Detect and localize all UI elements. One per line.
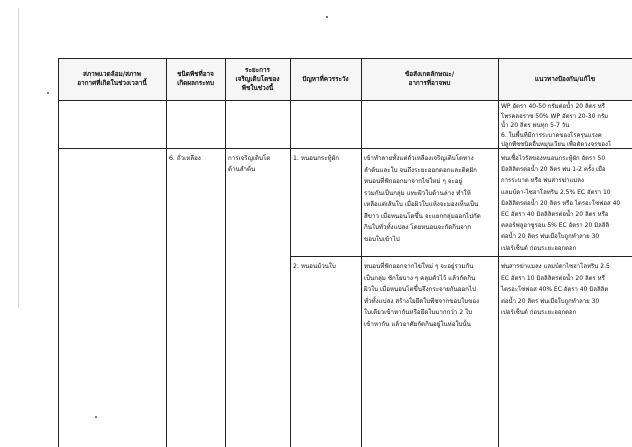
table-row [58, 148, 632, 256]
table-cell: พ่นสารฆ่าแมลง แลมบ์ดาไซฮาโลทริน 2.5 EC อัตรา 10 มิลลิลิตรต่อน้ำ 20 ลิตร หรื ไตรอะโซฟอส 40% EC อัตรา 40 มิลลิลิต ต่อน้ำ 20 ลิตร พ่นเมื่อใบถูกทำลาย 30 เปอร์เซ็นต์ ก่อนระยะออกดอก [501, 263, 610, 316]
table-border [58, 58, 59, 447]
table-header-row [58, 58, 632, 100]
header-crop-type: ชนิดพืชที่อาจ เกิดผลกระทบ [177, 70, 214, 87]
scan-speck [326, 16, 328, 18]
table-cell [225, 256, 290, 447]
table-cell [58, 148, 166, 256]
table-border [361, 58, 362, 447]
table-cell: 1. หนอนกระทู้ผัก [293, 155, 339, 162]
scan-edge-mark [18, 8, 19, 308]
header-prevention: แนวทางป้องกัน/แก้ไข [534, 74, 596, 83]
table-border [58, 148, 632, 149]
header-problem: ปัญหาที่ควรระวัง [302, 74, 349, 83]
table-row [58, 100, 632, 148]
table-cell: 6. ถั่วเหลือง [169, 155, 201, 162]
table-cell [58, 256, 166, 447]
table-border [58, 58, 632, 59]
table-cell [166, 256, 225, 447]
table-cell: เข้าทำลายทั้งแต่ถั่วเหลืองเจริญเติบโตทาง ลำต้นและใบ จนถึงระยะออกดอกและติดฝัก หนอนที่ฟักออกมาจากไข่ใหม่ ๆ จะอยู่ รวมกันเป็นกลุ่ม แทะผิวใบด้านล่าง ทำให้ เหลือแต่เส้นใบ เมื่อผิวใบแห้งจะมองเห็นเป็น สีขาว เมื่อหนอนโตขึ้น จะแยกกลุ่มออกไปกัด กินใบทั่วทั้งแปลง โดยหนอนจะกัดกินจาก ขอบใบเข้าไป [364, 155, 481, 243]
table-cell: การเจริญเติบโต ด้านลำต้น [228, 155, 271, 173]
table-cell: พ่นเชื้อไวรัสของหนอนกระทู้ผัก อัตรา 50 มิลลิลิตรต่อน้ำ 20 ลิตร พ่น 1-2 ครั้ง เมื่อ การระบาด หรือ พ่นสารฆ่าแมลง แลมบ์ดา-ไซฮาโลทริน 2.5% EC อัตรา 10 มิลลิลิตรต่อน้ำ 20 ลิตร หรือ ไตรอะโซฟอส 40 EC อัตรา 40 มิลลิลิตรต่อน้ำ 20 ลิตร หรือ คลอร์ฟลูอาซูรอน 5% EC อัตรา 20 มิลลิลิ ต่อน้ำ 20 ลิตร พ่นเมื่อใบถูกทำลาย 30 เปอร์เซ็นต์ ก่อนระยะออกดอก [501, 155, 621, 252]
table-border [290, 58, 291, 447]
table-cell [225, 100, 290, 148]
table-border [225, 58, 226, 447]
table-border [166, 58, 167, 447]
table-cell [166, 100, 225, 148]
table-border [498, 58, 499, 447]
scan-speck [47, 92, 49, 94]
header-symptoms: ข้อสังเกตลักษณะ/ อาการที่อาจพบ [404, 70, 455, 87]
header-environment: สภาพแวดล้อม/สภาพ อากาศที่เกิดในช่วงเวลานี้ [77, 70, 147, 87]
table-cell: 2. หนอนม้วนใบ [293, 263, 336, 270]
table-border [290, 256, 632, 257]
table-cell: WP อัตรา 40-50 กรัมต่อน้ำ 20 ลิตร หรื โพรคลอราซ 50% WP อัตรา 20-30 กรัม น้ำ 20 ลิตร พ่นทุก 5-7 วัน 6. ในพื้นที่มีการระบาดของโรครุนแรงค ปลูกพืชชนิดอื่นหมุนเวียน เพื่อตัดวงจรของโ [501, 103, 612, 148]
table-border [58, 100, 632, 101]
table-cell [58, 100, 166, 148]
header-growth-stage: ระยะการ เจริญเติบโตของ พืชในช่วงนี้ [235, 65, 280, 92]
table-row [58, 256, 632, 447]
table-cell [290, 100, 361, 148]
table-cell: หนอนที่ฟักออกจากไข่ใหม่ ๆ จะอยู่รวมกัน เป็นกลุ่ม ชักใยบาง ๆ คลุมตัวไว้ แล้วกัดกิน ผิวใบ เมื่อหนอนโตขึ้นจึงกระจายกันออกไป ทั่วทั้งแปลง สร้างใยยึดใบพืชจากขอบใบของ ใบเดียวเข้าหากันหรือยึดใบมากกว่า 2 ใบ เข้าหากัน แล้วอาศัยกัดกินอยู่ในห่อใบนั้น [364, 263, 480, 328]
table-cell [361, 100, 498, 148]
